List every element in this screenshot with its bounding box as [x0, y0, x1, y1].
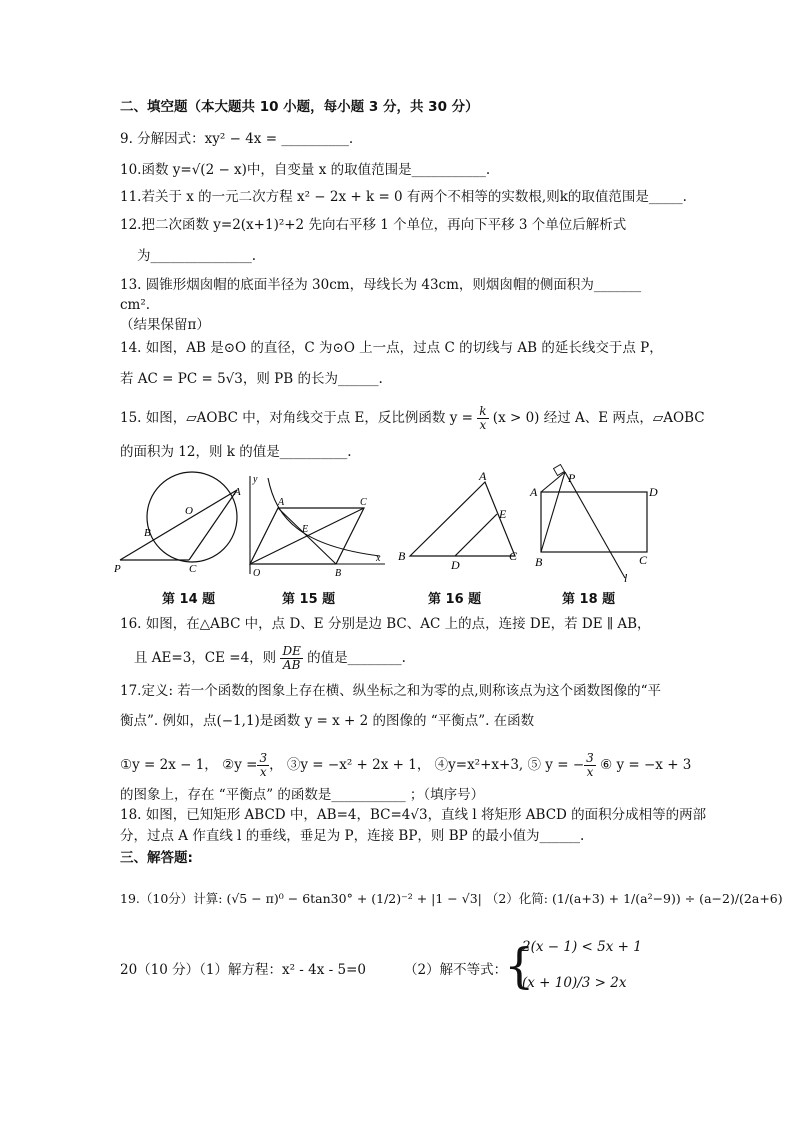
fig16-segment-de: [455, 514, 497, 556]
fig18-label-d: D: [649, 485, 658, 499]
fig18-label-b: B: [535, 555, 543, 569]
q17-option-5-den: x: [586, 765, 594, 779]
q20-inequality-2: (x + 10)/3 > 2x: [522, 975, 627, 991]
q15-fraction: [477, 405, 488, 432]
q10: 10.函数 y=√(2 − x)中，自变量 x 的取值范围是___________.: [120, 162, 491, 178]
q20-part2: （2）解不等式：: [404, 962, 508, 978]
fig16-label-a: A: [479, 470, 487, 483]
q9: 9. 分解因式：xy² − 4x = __________.: [120, 131, 354, 147]
fig15-label-e: E: [302, 524, 309, 535]
q17-option-3: ③y = −x² + 2x + 1，: [286, 757, 431, 773]
fig18-label-p: P: [568, 471, 576, 485]
q20-inequality-1: 2(x − 1) < 5x + 1: [522, 939, 642, 955]
q18-line1: 18. 如图，已知矩形 ABCD 中，AB=4，BC=4√3，直线 l 将矩形 ABCD 的面积分成相等的两部: [120, 807, 707, 823]
fig14-label-c: C: [189, 563, 197, 575]
q17-line4: 的图象上，存在 “平衡点” 的函数是___________ ；（填序号）: [120, 787, 485, 803]
fig15-label-a: A: [278, 497, 285, 508]
fig16-label-c: C: [509, 549, 518, 563]
q16-line1: 16. 如图，在△ABC 中，点 D、E 分别是边 BC、AC 上的点，连接 DE，若 DE ∥ AB，: [120, 616, 651, 632]
q14-line1: 14. 如图，AB 是⊙O 的直径，C 为⊙O 上一点，过点 C 的切线与 AB 的延长线交于点 P，: [120, 340, 663, 356]
q17-line2: 衡点”. 例如，点(−1,1)是函数 y = x + 2 的图像的 “平衡点”. 在函数: [120, 713, 535, 729]
figure-14: [112, 470, 252, 582]
fig18-line-l: [565, 472, 625, 578]
fig16-label-b: B: [398, 549, 406, 563]
q17-option-5-num: 3: [586, 751, 594, 765]
fig14-label-p: P: [114, 563, 121, 575]
fig16-label-e: E: [499, 507, 507, 521]
figure-18: [525, 460, 665, 585]
fig18-label-a: A: [530, 485, 538, 499]
q17-option-5: [527, 751, 596, 779]
fig15-label-b: B: [335, 568, 342, 579]
q17-option-2-den: x: [259, 765, 267, 779]
q18-line2: 分，过点 A 作直线 l 的垂线，垂足为 P，连接 BP，则 BP 的最小值为______.: [120, 828, 585, 844]
fig14-label-o: O: [185, 505, 193, 517]
caption-fig15: 第 15 题: [282, 592, 336, 607]
section3-header: 三、解答题:: [120, 850, 193, 866]
q16-text-b: 的值是________.: [307, 650, 406, 666]
caption-fig18: 第 18 题: [562, 592, 616, 607]
fig14-label-a: A: [234, 486, 241, 498]
fig14-label-b: B: [144, 527, 151, 539]
q15-line1: [120, 405, 705, 432]
q20-brace: {: [504, 938, 535, 994]
q15-frac-den: x: [479, 418, 487, 432]
q16-text-a: 且 AE=3，CE =4，则: [134, 650, 277, 666]
fig15-hyperbola: [268, 478, 380, 556]
fig15-diagonal-ab: [278, 508, 336, 564]
q14-line2: 若 AC = PC = 5√3，则 PB 的长为______.: [120, 371, 383, 387]
q13-line1: 13. 圆锥形烟囱帽的底面半径为 30cm，母线长为 43cm，则烟囱帽的侧面积为_______: [120, 277, 642, 293]
q11: 11.若关于 x 的一元二次方程 x² − 2x + k = 0 有两个不相等的实数根,则k的取值范围是_____.: [120, 189, 687, 205]
fig18-line-bp: [541, 472, 565, 552]
q19: 19.（10分）计算: (√5 − π)⁰ − 6tan30° + (1/2)⁻² + |1 − √3| （2）化简: (1/(a+3) + 1/(a²−9)) ÷ (a−2)/(2a+6): [120, 891, 783, 906]
fig15-label-o: O: [253, 568, 261, 579]
q12-line1: 12.把二次函数 y=2(x+1)²+2 先向右平移 1 个单位，再向下平移 3 个单位后解析式: [120, 217, 627, 233]
q16-fraction: [280, 645, 302, 672]
q17-option-2: [222, 751, 283, 779]
q15-text-b: (x > 0) 经过 A、E 两点，▱AOBC: [492, 410, 705, 426]
q17-option-6: ⑥ y = −x + 3: [600, 757, 692, 773]
q13-line3: （结果保留π）: [120, 317, 210, 333]
q15-line2: 的面积为 12，则 k 的值是__________.: [120, 444, 352, 460]
q16-line2: [134, 645, 406, 672]
fig16-label-d: D: [451, 558, 460, 570]
q12-line2: 为_______________.: [137, 248, 257, 264]
q17-option-2-comma: ，: [269, 757, 283, 773]
fig18-label-l: l: [624, 571, 628, 585]
fig15-label-y: y: [253, 474, 258, 485]
q17-line1: 17.定义: 若一个函数的图象上存在横、纵坐标之和为零的点,则称该点为这个函数图像的“平: [120, 683, 662, 699]
q16-frac-num: DE: [282, 644, 301, 658]
q15-text-a: 15. 如图，▱AOBC 中，对角线交于点 E，反比例函数 y =: [120, 410, 473, 426]
caption-fig14: 第 14 题: [162, 592, 216, 607]
caption-fig16: 第 16 题: [428, 592, 482, 607]
q20-part1: 20（10 分）（1）解方程：x² - 4x - 5=0: [120, 962, 366, 978]
fig14-line-ca: [189, 490, 237, 560]
section2-header: 二、填空题（本大题共 10 小题，每小题 3 分，共 30 分）: [120, 99, 479, 115]
q17-option-1: ①y = 2x − 1，: [120, 757, 218, 773]
q17-option-5-text: ⑤ y = −: [527, 757, 585, 773]
fig15-label-c: C: [360, 497, 367, 508]
q17-options: [120, 752, 691, 779]
q17-option-2-num: 3: [259, 751, 268, 765]
q17-option-5-fraction: [584, 752, 596, 779]
q13-line2: cm².: [120, 297, 151, 313]
figure-15: [240, 470, 390, 582]
figure-16: [395, 470, 525, 570]
fig18-rectangle: [541, 492, 647, 552]
q16-frac-den: AB: [282, 658, 301, 672]
fig18-label-c: C: [639, 553, 648, 567]
fig18-line-ap: [541, 472, 565, 492]
fig14-line-pa: [120, 490, 237, 560]
q17-option-2-text: ②y =: [222, 757, 258, 773]
q15-frac-num: k: [479, 404, 487, 418]
q17-option-4: ④y=x²+x+3,: [434, 757, 524, 773]
fig15-label-x: x: [376, 553, 381, 564]
q17-option-2-fraction: [257, 752, 269, 779]
